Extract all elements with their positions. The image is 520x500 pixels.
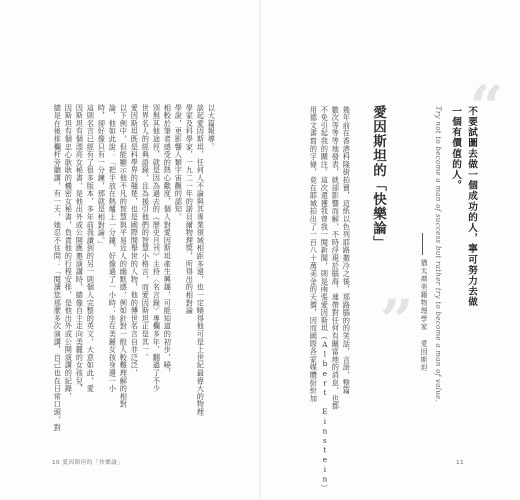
quote-en: Try not to become a man of success but rather try to become a man of value. [434, 106, 442, 403]
body-column: 以大篇報導。 [207, 104, 217, 151]
body-column: 相較於筆者感受的熱心歡度，個人對愛因斯坦產生興趣，可能知道的初步，曉， [163, 104, 173, 377]
body-column: 世界名人的經典語錄，且為援引他們的智慧小格言，而愛因斯坦正是其一。 [141, 104, 151, 362]
page-gutter [259, 0, 261, 500]
body-column: 這則名言已經有了很多版本，多年前我讀到的另一則個人完整的英文，大意如此，愛 [86, 104, 96, 393]
body-column: 數次等等等地發表，就卻影響而解，不時浮現於腦海，連帶對任何有關當地的消息，也都 [331, 106, 341, 411]
body-column: 用德文書寫的字條，竟在耶城拍出了一百八十萬美金的天價，因而國際各家媒體紛紛加 [309, 106, 319, 403]
attribution: 猶太裔美籍物理學家 愛因斯坦 [419, 259, 427, 373]
body-column: 愛因斯坦既是科學界的翹楚，也是國際間舉世的人物，他的傳世名言自非泛泛， [130, 104, 140, 377]
body-column: 學家及科學家，一九二一年的諾貝爾物理獎，所得出的相對論 [185, 104, 195, 315]
body-column: 時，卻好像只有一分鐘，那就是相對論。」 [97, 104, 107, 249]
body-column: 總是在後排欄杆旁聽講，有一天，她忍不住問：「閱讀您那麼多次演講，自己也在日常口頭，對 [53, 104, 63, 432]
page-number-right: 11 [456, 460, 465, 466]
body-column: 學說，更影響人類宇宙觀的認知。 [174, 104, 184, 221]
body-column: 談起愛因斯坦，任何人不論與其專業領域相距多遠，也一定曉得他可是上世紀最偉大的物理 [196, 104, 206, 416]
page-number-left: 10 愛因斯坦的「快樂論」 [52, 460, 124, 466]
open-quote-mark-icon: “ [470, 73, 504, 141]
quote-cn-line-2: 一個有價值的人。 [450, 106, 461, 191]
body-column: 因斯坦有個漂亮女秘書，是他出外或公開應邀演講時，總像自主走向美麗的女孩兒， [75, 104, 85, 393]
attribution-rule [422, 233, 423, 255]
close-quote-mark-icon: ” [380, 287, 414, 355]
quote-cn-line-1: 不要試圖去做一個成功的人，寧可努力去做 [466, 106, 477, 308]
chapter-title: 愛因斯坦的「快樂論」 [370, 105, 386, 250]
body-column: 以下例中，但能顯示他不凡的智慧與平易近人的幽默感，例如針對一般人較難理解的相對 [119, 104, 129, 409]
body-column: 論，他如此說：「把手放在熱爐上一分鐘，好像過了一小時；坐在美麗女孩身邊一小 [108, 104, 118, 393]
body-column: 幾年前在香港科隆街拍賣，這紙以色列耶路撒冷之後，那路腦的的笑話，言語，整篇 [342, 106, 352, 395]
body-column: 不免引起我的關注。這次還獲我曾我一閱新聞，則是兩張愛因斯坦（Albert Einstein） [320, 106, 330, 492]
body-column: 因斯坦有個忠心耿耿的機密女秘書，負責他的行程安排，是他出外或公開演講的紀錄， [64, 104, 74, 401]
body-column: 別無其他途徑，就是因為過去的《歷史月刊》主持〈名言錄〉專欄多年，翻過了不少 [152, 104, 162, 393]
